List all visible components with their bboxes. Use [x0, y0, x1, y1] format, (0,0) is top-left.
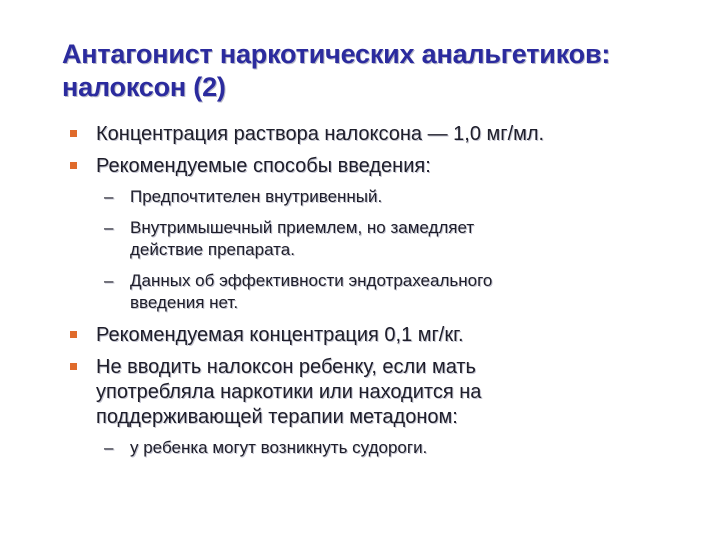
sub-bullet-text [130, 217, 688, 261]
sub-bullet-item [68, 186, 688, 208]
square-bullet-icon [70, 363, 77, 370]
bullet-text [96, 154, 688, 179]
bullet-item [68, 355, 688, 430]
dash-icon: – [104, 271, 114, 290]
sub-bullet-text [130, 437, 688, 459]
bullet-text [96, 122, 688, 147]
bullet-list [68, 122, 688, 468]
square-bullet-icon [70, 331, 77, 338]
slide-title [62, 38, 682, 104]
slide-title-line-1: Антагонист наркотических анальгетиков: [62, 39, 611, 69]
sub-bullet-text-line: Предпочтителен внутривенный. [130, 187, 383, 206]
sub-bullet-text-line: Внутримышечный приемлем, но замедляет [130, 218, 475, 237]
dash-icon: – [104, 438, 114, 457]
dash-icon: – [104, 187, 114, 206]
square-bullet-icon [70, 162, 77, 169]
bullet-text-line: употребляла наркотики или находится на [96, 381, 482, 403]
bullet-text-line: Рекомендуемые способы введения: [96, 155, 431, 177]
sub-bullet-text [130, 270, 688, 314]
sub-bullet-item [68, 217, 688, 261]
dash-icon: – [104, 218, 114, 237]
bullet-text [96, 355, 688, 430]
bullet-item [68, 122, 688, 147]
sub-bullet-item [68, 437, 688, 459]
bullet-text-line: поддерживающей терапии метадоном: [96, 406, 458, 428]
sub-bullet-text-line: Данных об эффективности эндотрахеального [130, 271, 493, 290]
sub-bullet-text-line: введения нет. [130, 293, 239, 312]
sub-bullet-text [130, 186, 688, 208]
bullet-item [68, 323, 688, 348]
bullet-text [96, 323, 688, 348]
bullet-text-line: Рекомендуемая концентрация 0,1 мг/кг. [96, 324, 464, 346]
sub-bullet-text-line: у ребенка могут возникнуть судороги. [130, 438, 428, 457]
bullet-item [68, 154, 688, 179]
square-bullet-icon [70, 130, 77, 137]
sub-bullet-item [68, 270, 688, 314]
slide-title-line-2: налоксон (2) [62, 72, 226, 102]
bullet-text-line: Не вводить налоксон ребенку, если мать [96, 356, 476, 378]
bullet-text-line: Концентрация раствора налоксона — 1,0 мг/мл. [96, 123, 545, 145]
sub-bullet-text-line: действие препарата. [130, 240, 295, 259]
